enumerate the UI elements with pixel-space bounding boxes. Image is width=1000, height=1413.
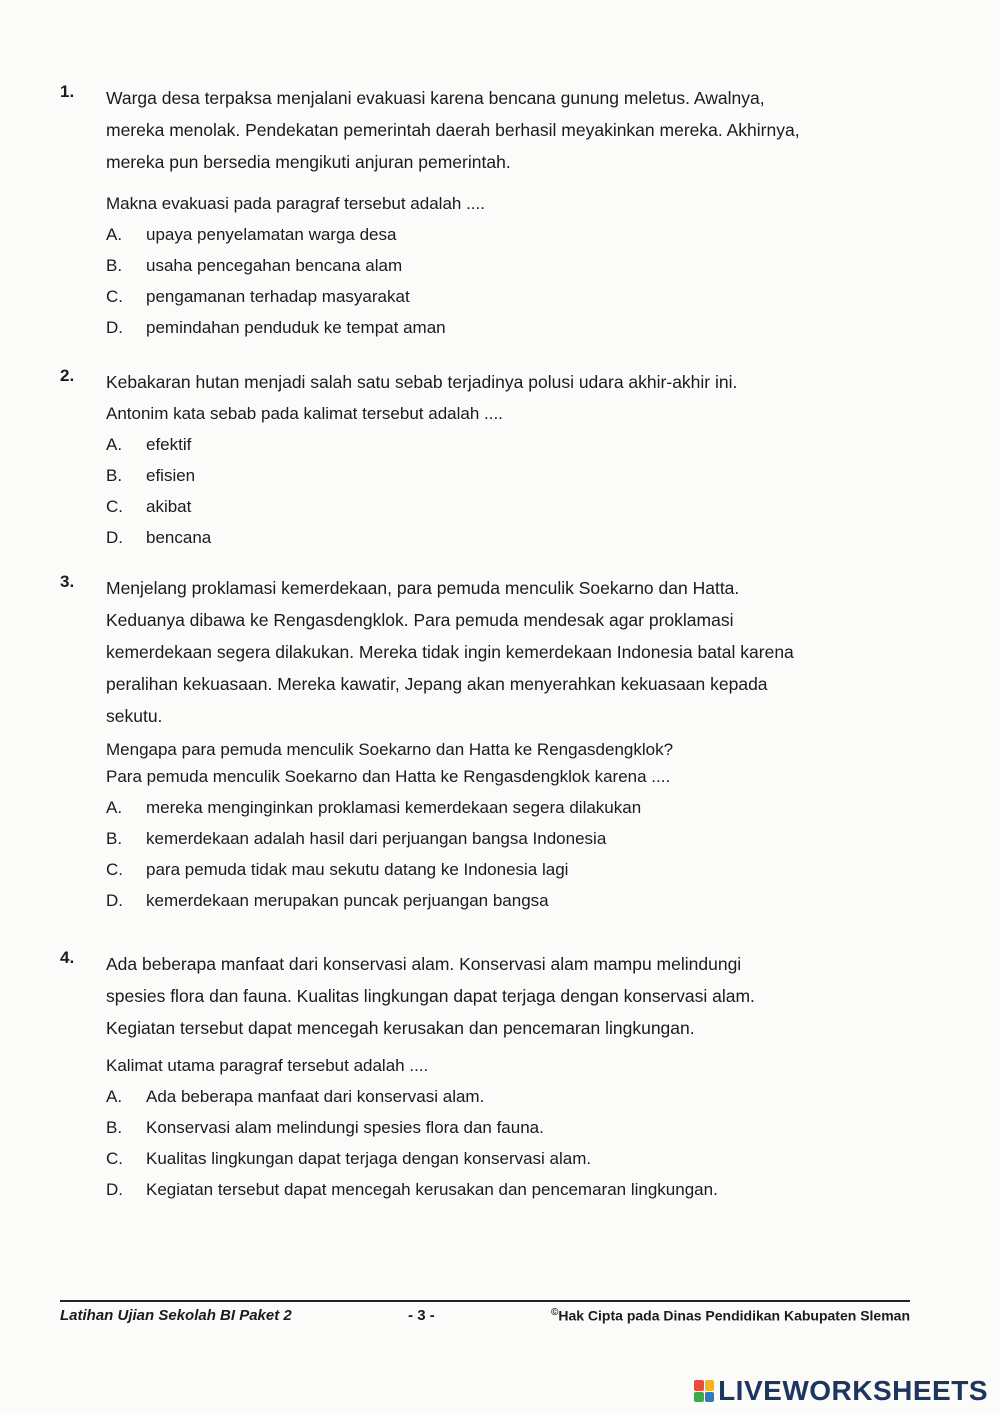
answer-option-a[interactable] — [106, 1081, 910, 1112]
question-stem — [106, 948, 910, 1044]
option-letter: C. — [106, 497, 123, 516]
stem-line: Menjelang proklamasi kemerdekaan, para pemuda menculik Soekarno dan Hatta. — [106, 578, 740, 598]
answer-option-b[interactable] — [106, 460, 910, 491]
liveworksheets-logo-icon — [694, 1380, 714, 1402]
stem-line: Kebakaran hutan menjadi salah satu sebab terjadinya polusi udara akhir-akhir ini. — [106, 372, 738, 392]
answer-option-c[interactable] — [106, 1143, 910, 1174]
answer-options — [106, 429, 910, 553]
option-letter: A. — [106, 435, 123, 454]
answer-options — [106, 1081, 910, 1205]
option-letter: D. — [106, 528, 123, 547]
answer-option-d[interactable] — [106, 312, 910, 343]
question-3 — [60, 572, 910, 916]
option-text: efektif — [146, 435, 192, 454]
option-text: kemerdekaan merupakan puncak perjuangan bangsa — [146, 891, 549, 910]
option-letter: A. — [106, 798, 123, 817]
option-text: pemindahan penduduk ke tempat aman — [146, 318, 446, 337]
answer-option-d[interactable] — [106, 522, 910, 553]
answer-option-d[interactable] — [106, 885, 910, 916]
option-letter: D. — [106, 318, 123, 337]
answer-option-c[interactable] — [106, 491, 910, 522]
option-letter: A. — [106, 225, 123, 244]
question-4 — [60, 948, 910, 1205]
option-text: Ada beberapa manfaat dari konservasi alam. — [146, 1087, 485, 1106]
question-prompt: Antonim kata sebab pada kalimat tersebut adalah .... — [106, 404, 503, 423]
stem-line: Kegiatan tersebut dapat mencegah kerusakan dan pencemaran lingkungan. — [106, 1018, 695, 1038]
stem-line: sekutu. — [106, 706, 163, 726]
stem-line: peralihan kekuasaan. Mereka kawatir, Jepang akan menyerahkan kekuasaan kepada — [106, 674, 768, 694]
answer-option-c[interactable] — [106, 854, 910, 885]
option-text: akibat — [146, 497, 192, 516]
answer-option-b[interactable] — [106, 1112, 910, 1143]
question-number: 4. — [60, 948, 75, 967]
stem-line: spesies flora dan fauna. Kualitas lingkungan dapat terjaga dengan konservasi alam. — [106, 986, 755, 1006]
question-number: 2. — [60, 366, 75, 385]
answer-option-b[interactable] — [106, 823, 910, 854]
stem-line: kemerdekaan segera dilakukan. Mereka tidak ingin kemerdekaan Indonesia batal karena — [106, 642, 794, 662]
option-text: pengamanan terhadap masyarakat — [146, 287, 410, 306]
answer-options — [106, 792, 910, 916]
question-stem — [106, 572, 910, 732]
answer-option-a[interactable] — [106, 219, 910, 250]
logo-square-yellow — [705, 1380, 715, 1391]
question-stem — [106, 82, 910, 178]
question-prompt: Kalimat utama paragraf tersebut adalah .... — [106, 1056, 429, 1075]
stem-line: mereka menolak. Pendekatan pemerintah daerah berhasil meyakinkan mereka. Akhirnya, — [106, 120, 800, 140]
question-2 — [60, 366, 910, 553]
stem-line: Warga desa terpaksa menjalani evakuasi karena bencana gunung meletus. Awalnya, — [106, 88, 765, 108]
option-letter: B. — [106, 256, 123, 275]
option-letter: A. — [106, 1087, 123, 1106]
stem-line: Ada beberapa manfaat dari konservasi alam. Konservasi alam mampu melindungi — [106, 954, 742, 974]
question-prompt-2: Para pemuda menculik Soekarno dan Hatta ke Rengasdengklok karena .... — [106, 767, 671, 786]
copyright-symbol: © — [550, 1307, 559, 1319]
answer-option-a[interactable] — [106, 429, 910, 460]
option-letter: C. — [106, 860, 123, 879]
option-text: Kegiatan tersebut dapat mencegah kerusakan dan pencemaran lingkungan. — [146, 1180, 718, 1199]
option-text: mereka menginginkan proklamasi kemerdekaan segera dilakukan — [146, 798, 642, 817]
question-number: 1. — [60, 82, 75, 101]
option-letter: D. — [106, 891, 123, 910]
logo-square-red — [694, 1380, 704, 1391]
option-text: kemerdekaan adalah hasil dari perjuangan bangsa Indonesia — [146, 829, 607, 848]
logo-square-green — [694, 1392, 704, 1403]
footer-divider — [60, 1300, 910, 1302]
option-text: upaya penyelamatan warga desa — [146, 225, 397, 244]
option-text: usaha pencegahan bencana alam — [146, 256, 403, 275]
question-prompt: Mengapa para pemuda menculik Soekarno dan Hatta ke Rengasdengklok? — [106, 740, 674, 759]
brand-name: LIVEWORKSHEETS — [718, 1375, 988, 1406]
answer-option-a[interactable] — [106, 792, 910, 823]
option-letter: B. — [106, 1118, 123, 1137]
answer-option-d[interactable] — [106, 1174, 910, 1205]
option-text: efisien — [146, 466, 196, 485]
logo-square-blue — [705, 1392, 715, 1403]
footer-exam-title: Latihan Ujian Sekolah BI Paket 2 — [60, 1307, 292, 1324]
question-number: 3. — [60, 572, 75, 591]
option-letter: B. — [106, 829, 123, 848]
option-text: Konservasi alam melindungi spesies flora dan fauna. — [146, 1118, 544, 1137]
question-1 — [60, 82, 910, 343]
option-text: para pemuda tidak mau sekutu datang ke Indonesia lagi — [146, 860, 569, 879]
option-letter: C. — [106, 287, 123, 306]
option-letter: C. — [106, 1149, 123, 1168]
answer-options — [106, 219, 910, 343]
option-letter: B. — [106, 466, 123, 485]
footer-page-number: - 3 - — [408, 1307, 435, 1324]
liveworksheets-brand — [694, 1375, 988, 1407]
answer-option-c[interactable] — [106, 281, 910, 312]
footer-copyright-text: Hak Cipta pada Dinas Pendidikan Kabupaten Sleman — [558, 1307, 910, 1324]
question-prompt: Makna evakuasi pada paragraf tersebut adalah .... — [106, 194, 485, 213]
answer-option-b[interactable] — [106, 250, 910, 281]
page-footer — [60, 1307, 910, 1324]
stem-line: Keduanya dibawa ke Rengasdengklok. Para pemuda mendesak agar proklamasi — [106, 610, 734, 630]
option-text: bencana — [146, 528, 212, 547]
option-text: Kualitas lingkungan dapat terjaga dengan konservasi alam. — [146, 1149, 592, 1168]
question-stem — [106, 366, 910, 398]
stem-line: mereka pun bersedia mengikuti anjuran pemerintah. — [106, 152, 511, 172]
option-letter: D. — [106, 1180, 123, 1199]
footer-copyright — [551, 1307, 910, 1324]
